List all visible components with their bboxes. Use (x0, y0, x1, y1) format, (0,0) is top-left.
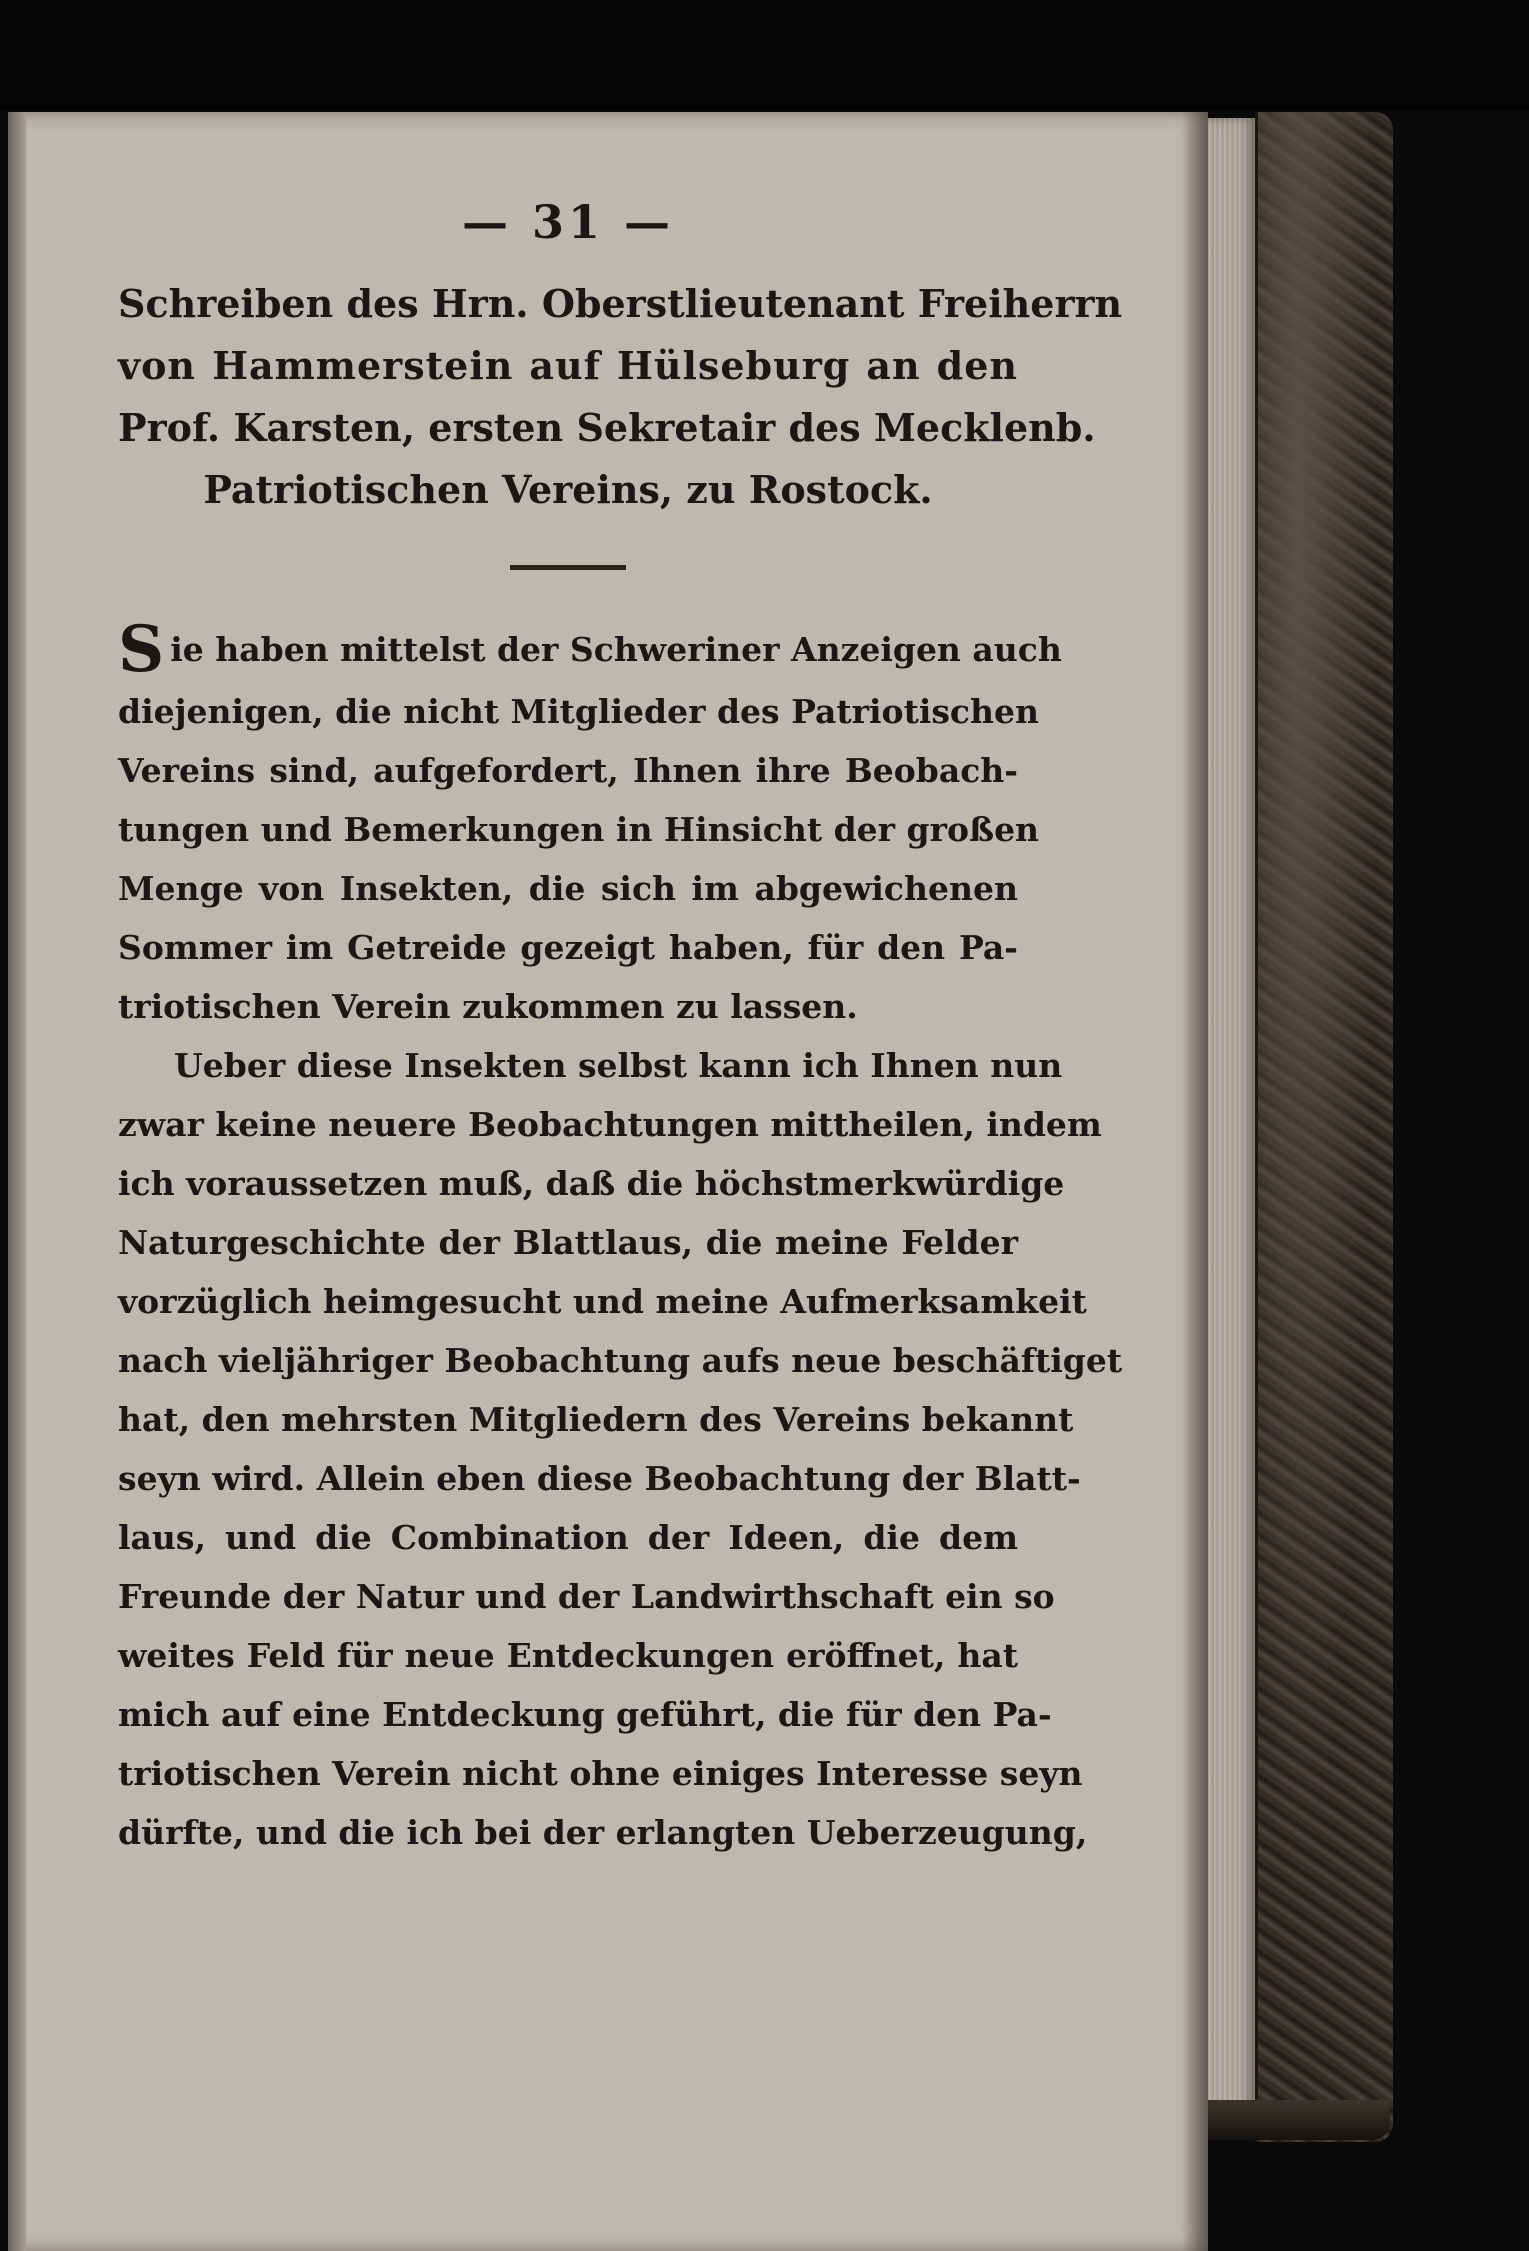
text-line: ich voraussetzen muß, daß die höchstmerkwürdige (118, 1164, 1065, 1203)
text-line: Sommer im Getreide gezeigt haben, für den Pa- (118, 928, 1018, 967)
text-line: diejenigen, die nicht Mitglieder des Patriotischen (118, 692, 1040, 731)
book-cover (1255, 112, 1393, 2142)
background-top (0, 0, 1529, 110)
text-line-rest: ie haben mittelst der Schweriner Anzeigen auch (170, 630, 1062, 669)
heading-line: Prof. Karsten, ersten Sekretair des Mecklenb. (118, 405, 1096, 450)
letter-heading (118, 273, 1123, 521)
heading-line: von Hammerstein auf Hülseburg an den (118, 343, 1018, 388)
page-number: — 31 — (461, 195, 675, 249)
text-line: hat, den mehrsten Mitgliedern des Vereins bekannt (118, 1400, 1074, 1439)
text-line: seyn wird. Allein eben diese Beobachtung der Blatt- (118, 1459, 1081, 1498)
paragraph-2 (118, 1036, 1123, 1862)
text-line: nach vieljähriger Beobachtung aufs neue beschäftiget (118, 1341, 1123, 1380)
heading-line: Schreiben des Hrn. Oberstlieutenant Freiherrn (118, 281, 1123, 326)
page-left-edge (8, 112, 26, 2251)
heading-line: Patriotischen Vereins, zu Rostock. (203, 467, 933, 512)
text-line: mich auf eine Entdeckung geführt, die für den Pa- (118, 1695, 1052, 1734)
text-line: triotischen Verein zukommen zu lassen. (118, 987, 858, 1026)
text-line: Freunde der Natur und der Landwirthschaft ein so (118, 1577, 1055, 1616)
text-line (118, 612, 1062, 687)
text-line: vorzüglich heimgesucht und meine Aufmerksamkeit (118, 1282, 1087, 1321)
text-line: Ueber diese Insekten selbst kann ich Ihnen nun (174, 1046, 1063, 1085)
drop-cap: S (118, 612, 165, 687)
text-line: laus, und die Combination der Ideen, die dem (118, 1518, 1018, 1557)
gutter-shadow (1182, 112, 1208, 2251)
text-line: triotischen Verein nicht ohne einiges Interesse seyn (118, 1754, 1083, 1793)
text-line: tungen und Bemerkungen in Hinsicht der großen (118, 810, 1040, 849)
text-line: zwar keine neuere Beobachtungen mittheilen, indem (118, 1105, 1102, 1144)
text-line: dürfte, und die ich bei der erlangten Ueberzeugung, (118, 1813, 1088, 1852)
paragraph-1 (118, 612, 1062, 1036)
text-line: Vereins sind, aufgefordert, Ihnen ihre Beobach- (118, 751, 1018, 790)
text-line: Naturgeschichte der Blattlaus, die meine Felder (118, 1223, 1018, 1262)
text-line: Menge von Insekten, die sich im abgewichenen (118, 869, 1018, 908)
separator-rule (510, 565, 626, 570)
page-text (118, 195, 1123, 1862)
cover-bottom-edge (1195, 2100, 1390, 2140)
text-line: weites Feld für neue Entdeckungen eröffnet, hat (118, 1636, 1018, 1675)
